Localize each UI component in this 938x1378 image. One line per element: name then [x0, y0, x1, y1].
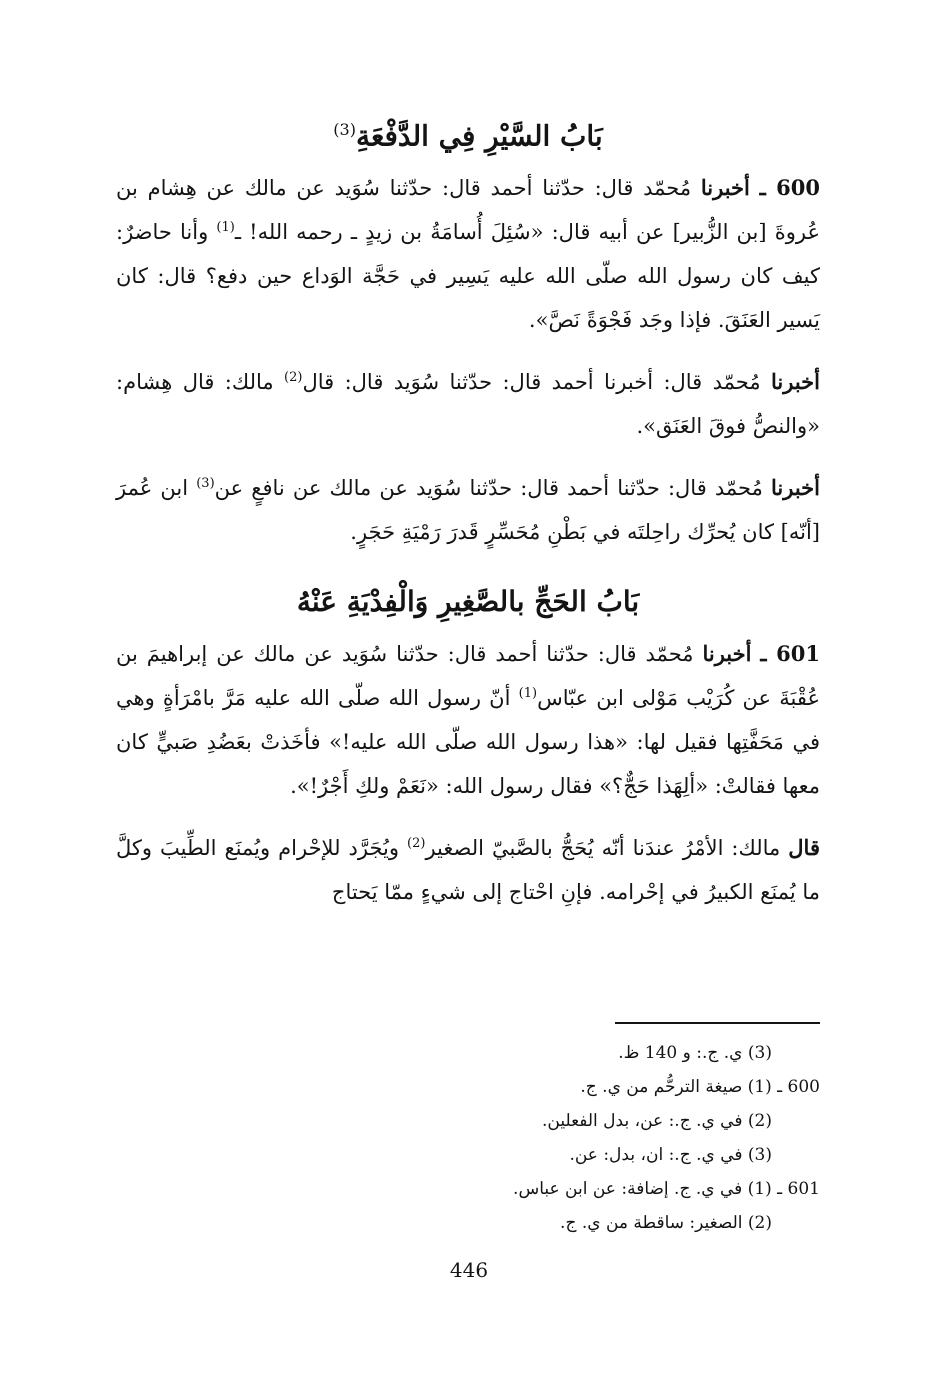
hadith-600 — [116, 166, 820, 342]
lead-word: أخبرنا — [771, 369, 820, 395]
hadith-text: مالك: قال هِشام: «والنصُّ فوقَ العَنَق». — [116, 370, 820, 439]
lead-word: أخبرنا — [702, 641, 752, 667]
hadith-number: 600 ـ — [759, 175, 820, 201]
hadith-text: أنّ رسول الله صلّى الله عليه مَرَّ بامْرَأةٍ وهي في مَحَفَّتِها فقيل لها: «هذا رسول الله صلّى الله عليه!» فأخَذتْ بعَضُدِ صَبيٍّ كان معها فقالتْ: «ألِهَذا حَجٌّ؟» فقال رسول الله: «نَعَمْ ولكِ أَجْرٌ!». — [116, 686, 820, 799]
chapter-heading-1 — [116, 100, 820, 166]
footnote-line: 600 ـ (1) صيغة الترحُّم من ي. ج. — [580, 1077, 820, 1097]
footnote-ref: (1) — [518, 686, 538, 702]
hadith-text: مُحمّد قال: حدّثنا أحمد قال: حدّثنا سُوَيد عن مالك عن نافعٍ عن — [214, 476, 763, 501]
footnotes — [116, 1036, 820, 1240]
footnote-line: 601 ـ (1) في ي. ج. إضافة: عن ابن عباس. — [513, 1179, 820, 1199]
page-number: 446 — [449, 1258, 489, 1282]
malik-ruling — [116, 826, 820, 914]
main-text — [116, 100, 820, 932]
footnote-line: (3) ي. ج.: و 140 ظ. — [618, 1043, 772, 1063]
hadith-601 — [116, 632, 820, 808]
footnote-ref: (3) — [196, 476, 215, 492]
footnote-divider — [615, 1022, 820, 1024]
footnote-ref: (1) — [216, 220, 235, 236]
footnote-ref: (2) — [407, 836, 426, 852]
hadith-600-variant-1 — [116, 360, 820, 448]
hadith-text: ابن عُمرَ [أنّه] كان يُحرِّك راحِلتَه في بَطْنِ مُحَسِّرٍ قَدرَ رَمْيَةِ حَجَرٍ. — [116, 476, 820, 545]
footnote-line: (2) الصغير: ساقطة من ي. ج. — [560, 1213, 772, 1233]
lead-word: أخبرنا — [771, 475, 820, 501]
chapter-heading-1-text: بَابُ السَّيْرِ فِي الدَّفْعَةِ — [355, 119, 603, 153]
hadith-text: مالك: الأمْرُ عندَنا أنّه يُحَجُّ بالصَّبيّ الصغير — [425, 836, 781, 861]
hadith-number: 601 ـ — [760, 641, 820, 667]
footnote-ref: (2) — [284, 370, 303, 386]
footnote-ref: (3) — [333, 120, 356, 139]
footnote-line: (3) في ي. ج.: ان، بدل: عن. — [569, 1145, 772, 1165]
hadith-text: مُحمّد قال: أخبرنا أحمد قال: حدّثنا سُوَيد قال: قال — [302, 370, 761, 395]
lead-word: قال — [788, 835, 820, 861]
lead-word: أخبرنا — [700, 175, 750, 201]
footnote-line: (2) في ي. ج.: عن، بدل الفعلين. — [541, 1111, 772, 1131]
chapter-heading-2-text: بَابُ الحَجِّ بالصَّغِيرِ وَالْفِدْيَةِ عَنْهُ — [296, 585, 640, 619]
hadith-text: وأنا حاضرٌ: كيف كان رسول الله صلّى الله عليه يَسِير في حَجَّة الوَداع حين دفع؟ قال: كان يَسير العَنَقَ. فإذا وجَد فَجْوَةً نَصَّ». — [116, 220, 820, 333]
hadith-text: مُحمّد قال: حدّثنا أحمد قال: حدّثنا سُوَيد عن مالك عن هِشام بن عُروةَ [بن الزُّبير] عن أبيه قال: «سُئِلَ أُسامَةُ بن زيدٍ ـ رحمه الله! ـ — [116, 176, 820, 245]
hadith-text: مُحمّد قال: حدّثنا أحمد قال: حدّثنا سُوَيد عن مالك عن إبراهيمَ بن عُقْبَةَ عن كُرَيْب مَوْلى ابن عبّاس — [116, 642, 820, 711]
hadith-600-variant-2 — [116, 466, 820, 554]
chapter-heading-2 — [116, 572, 820, 632]
hadith-text: ويُجَرَّد للإحْرام ويُمنَع الطِّيبَ وكلَّ ما يُمنَع الكبيرُ في إحْرامه. فإنِ احْتاج إلى شيءٍ ممّا يَحتاج — [116, 836, 820, 905]
